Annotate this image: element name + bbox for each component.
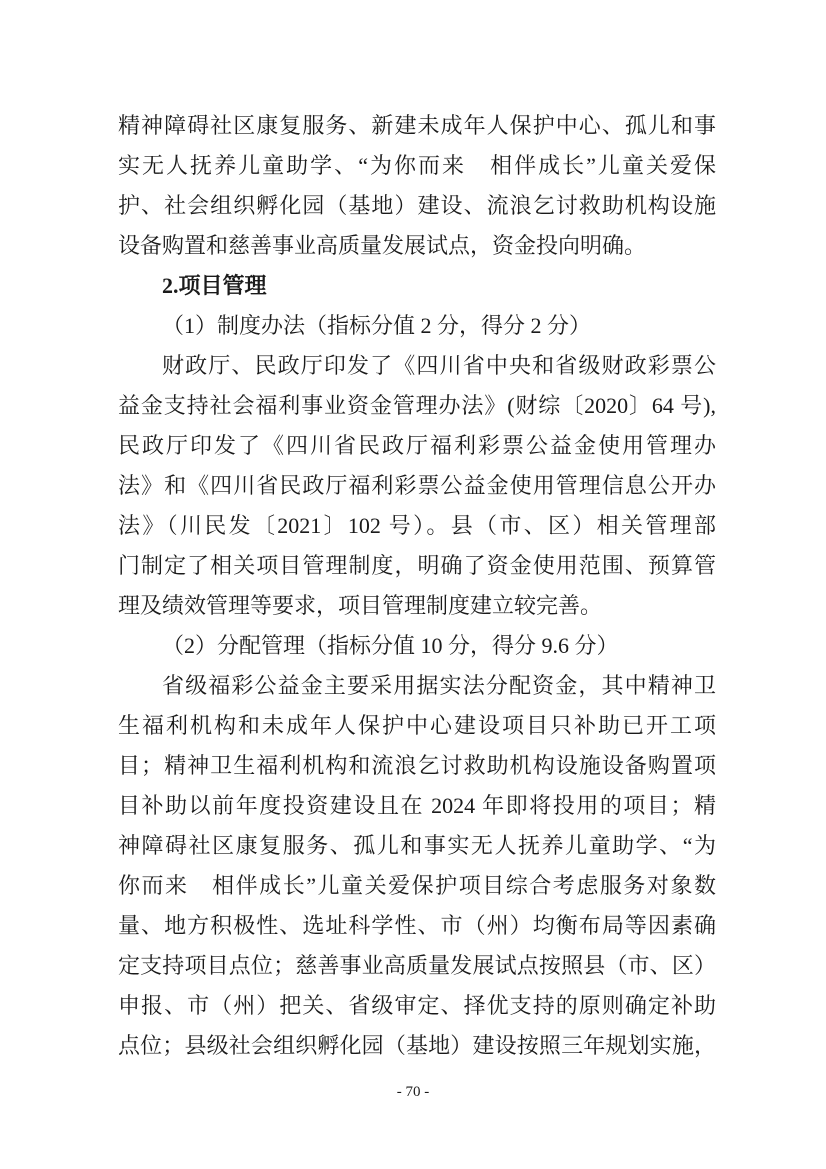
document-body — [118, 106, 716, 1066]
text-line: 精神障碍社区康复服务、新建未成年人保护中心、孤儿和事 — [118, 113, 716, 138]
text-line: 设备购置和慈善事业高质量发展试点，资金投向明确。 — [118, 233, 647, 258]
text-line: 省级福彩公益金主要采用据实法分配资金，其中精神卫 — [162, 673, 716, 698]
text-line: （1）制度办法（指标分值 2 分，得分 2 分） — [162, 313, 592, 338]
text-line: 理及绩效管理等要求，项目管理制度建立较完善。 — [118, 593, 603, 618]
text-line: 财政厅、民政厅印发了《四川省中央和省级财政彩票公 — [162, 353, 716, 378]
text-line: 目补助以前年度投资建设且在 2024 年即将投用的项目；精 — [118, 793, 716, 818]
text-line: 申报、市（州）把关、省级审定、择优支持的原则确定补助 — [118, 993, 716, 1018]
text-line: 你而来 相伴成长”儿童关爱保护项目综合考虑服务对象数 — [118, 873, 716, 898]
text-line: 量、地方积极性、选址科学性、市（州）均衡布局等因素确 — [118, 913, 716, 938]
text-line: 实无人抚养儿童助学、“为你而来 相伴成长”儿童关爱保 — [118, 153, 716, 178]
heading-line: 2.项目管理 — [162, 273, 267, 298]
text-line: 法》和《四川省民政厅福利彩票公益金使用管理信息公开办 — [118, 473, 716, 498]
text-line: 门制定了相关项目管理制度，明确了资金使用范围、预算管 — [118, 553, 716, 578]
page-number: - 70 - — [396, 1084, 430, 1100]
text-line: （2）分配管理（指标分值 10 分，得分 9.6 分） — [162, 633, 619, 658]
text-line: 神障碍社区康复服务、孤儿和事实无人抚养儿童助学、“为 — [118, 833, 716, 858]
text-line: 法》（川民发〔2021〕102 号）。县（市、区）相关管理部 — [118, 513, 716, 538]
text-line: 生福利机构和未成年人保护中心建设项目只补助已开工项 — [118, 713, 716, 738]
text-line: 点位；县级社会组织孵化园（基地）建设按照三年规划实施， — [118, 1033, 716, 1058]
text-line: 益金支持社会福利事业资金管理办法》(财综〔2020〕64 号), — [118, 393, 716, 418]
text-line: 目；精神卫生福利机构和流浪乞讨救助机构设施设备购置项 — [118, 753, 716, 778]
text-line: 定支持项目点位；慈善事业高质量发展试点按照县（市、区） — [118, 953, 716, 978]
text-line: 护、社会组织孵化园（基地）建设、流浪乞讨救助机构设施 — [118, 193, 716, 218]
text-line: 民政厅印发了《四川省民政厅福利彩票公益金使用管理办 — [118, 433, 716, 458]
